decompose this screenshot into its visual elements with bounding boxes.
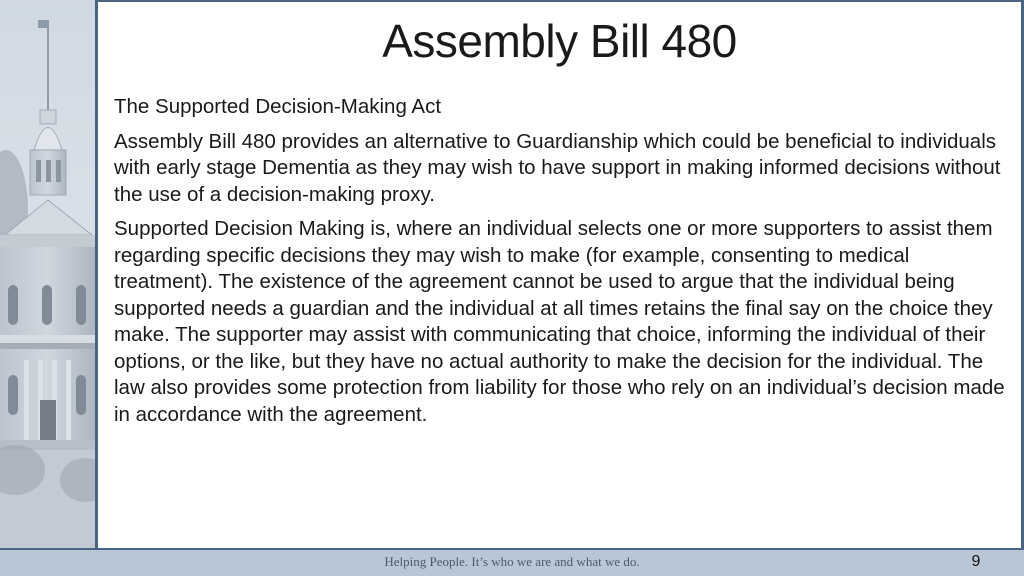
top-border [95, 0, 1024, 2]
left-border [95, 0, 98, 548]
paragraph-2: Supported Decision Making is, where an individual selects one or more supporters to assist them regarding specific decisions they may wish to make (for example, consenting to medical treatment). The existence of the agreement cannot be used to argue that the individual being supported needs a guardian and the individual at all times retains the final say on the choice they make. The supporter may assist with communicating that choice, informing the individual of their options, or the like, but they have no actual authority to make the decision for the individual. The law also provides some protection from liability for those who rely on an individual’s decision made in accordance with the agreement. [114, 217, 1005, 426]
footer-tagline: Helping People. It’s who we are and what we do. [384, 554, 640, 569]
paragraph-1: Assembly Bill 480 provides an alternative to Guardianship which could be beneficial to individuals with early stage Dementia as they may wish to have support in making informed decisions without the use of a decision-making proxy. [114, 129, 1001, 206]
slide-body [114, 94, 1010, 436]
page-number: 9 [971, 553, 981, 570]
slide-subtitle: The Supported Decision-Making Act [114, 95, 442, 118]
capitol-building-photo [0, 0, 95, 548]
slide-title: Assembly Bill 480 [382, 15, 737, 67]
